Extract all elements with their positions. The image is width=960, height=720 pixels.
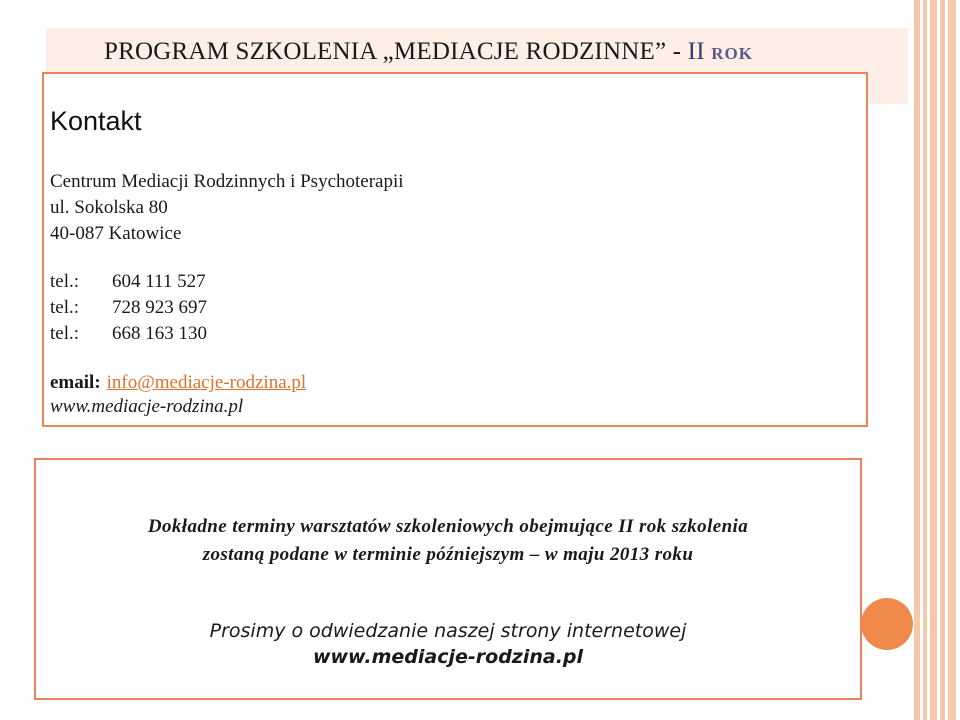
phone-number: 604 111 527 [112, 271, 206, 292]
street-address: ul. Sokolska 80 [50, 197, 168, 218]
decorative-circle [861, 598, 913, 650]
decorative-stripe [948, 0, 956, 720]
title-year: II [687, 38, 705, 65]
phone-row [50, 271, 206, 293]
title-rok: ROK [711, 44, 753, 63]
phone-number: 728 923 697 [112, 297, 207, 318]
title-main: PROGRAM SZKOLENIA „MEDIACJE RODZINNE” - [104, 38, 688, 65]
phone-row [50, 297, 207, 319]
decorative-stripe [923, 0, 927, 720]
contact-heading: Kontakt [50, 106, 142, 136]
email-label: email: [50, 372, 101, 393]
phone-label: tel.: [50, 297, 80, 318]
visit-text: Prosimy o odwiedzanie naszej strony internetowej [209, 620, 687, 642]
org-name: Centrum Mediacji Rodzinnych i Psychoterapii [50, 171, 404, 192]
city-address: 40-087 Katowice [50, 223, 182, 244]
notice-line-2: zostaną podane w terminie późniejszym – w maju 2013 roku [202, 544, 694, 565]
website-link[interactable]: www.mediacje-rodzina.pl [50, 396, 244, 417]
decorative-stripe [930, 0, 937, 720]
notice-line-1: Dokładne terminy warsztatów szkoleniowych obejmujące II rok szkolenia [147, 516, 749, 537]
decorative-stripe [940, 0, 945, 720]
phone-label: tel.: [50, 271, 80, 292]
footer-website-link[interactable]: www.mediacje-rodzina.pl [312, 646, 584, 668]
page-title [104, 38, 753, 66]
phone-label: tel.: [50, 323, 80, 344]
phone-number: 668 163 130 [112, 323, 207, 344]
email-row [50, 372, 306, 394]
phone-row [50, 323, 207, 345]
email-link[interactable]: info@mediacje-rodzina.pl [106, 372, 307, 393]
decorative-stripe [914, 0, 920, 720]
